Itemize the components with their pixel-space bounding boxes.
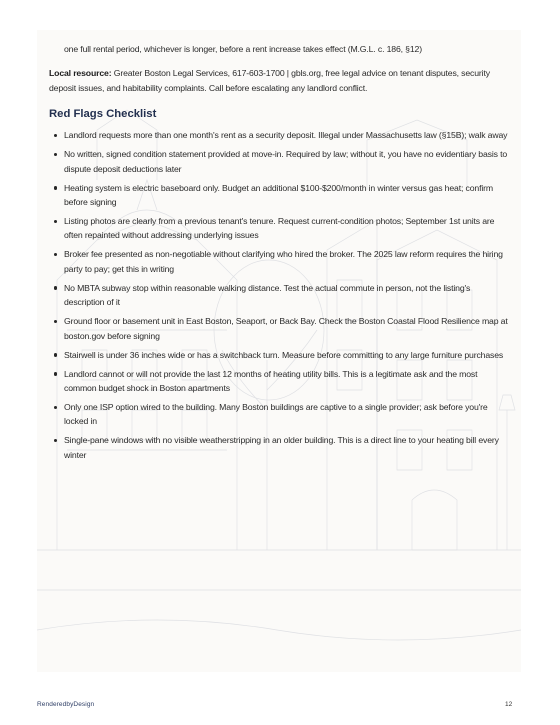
list-item: Listing photos are clearly from a previous tenant's tenure. Request current-condition photos; September 1st units are often repainted without addressing underlying issues [49, 214, 511, 243]
local-resource-label: Local resource: [49, 68, 112, 79]
red-flags-list [49, 128, 511, 462]
footer-brand: RenderedbyDesign [37, 701, 95, 708]
list-item: Stairwell is under 36 inches wide or has a switchback turn. Measure before committing to any large furniture purchases [49, 348, 511, 362]
checklist-title: Red Flags Checklist [49, 108, 157, 121]
intro-continuation: one full rental period, whichever is longer, before a rent increase takes effect (M.G.L. c. 186, §12) [64, 44, 422, 54]
list-item: Single-pane windows with no visible weatherstripping in an older building. This is a direct line to your heating bill every winter [49, 433, 511, 462]
content-panel [37, 30, 521, 672]
list-item: No written, signed condition statement provided at move-in. Required by law; without it, you have no evidentiary basis to dispute deposit deductions later [49, 147, 511, 176]
list-item: Landlord cannot or will not provide the last 12 months of heating utility bills. This is a legitimate ask and the most common budget shock in Boston apartments [49, 367, 511, 396]
page-text [49, 42, 511, 467]
list-item: Broker fee presented as non-negotiable without clarifying who hired the broker. The 2025 law reform requires the hiring party to pay; get this in writing [49, 247, 511, 276]
list-item: Landlord requests more than one month's rent as a security deposit. Illegal under Massachusetts law (§15B); walk away [49, 128, 511, 142]
list-item: Heating system is electric baseboard only. Budget an additional $100-$200/month in winter versus gas heat; confirm before signing [49, 181, 511, 210]
list-item: Ground floor or basement unit in East Boston, Seaport, or Back Bay. Check the Boston Coastal Flood Resilience map at boston.gov before signing [49, 314, 511, 343]
list-item: Only one ISP option wired to the building. Many Boston buildings are captive to a single provider; ask before you're locked in [49, 400, 511, 429]
list-item: No MBTA subway stop within reasonable walking distance. Test the actual commute in person, not the listing's description of it [49, 281, 511, 310]
local-resource-note [49, 66, 511, 95]
local-resource-text: Greater Boston Legal Services, 617-603-1700 | gbls.org, free legal advice on tenant disputes, security deposit issues, and habitability complaints. Call before escalating any landlord conflict. [49, 68, 490, 93]
page-number: 12 [505, 701, 513, 708]
